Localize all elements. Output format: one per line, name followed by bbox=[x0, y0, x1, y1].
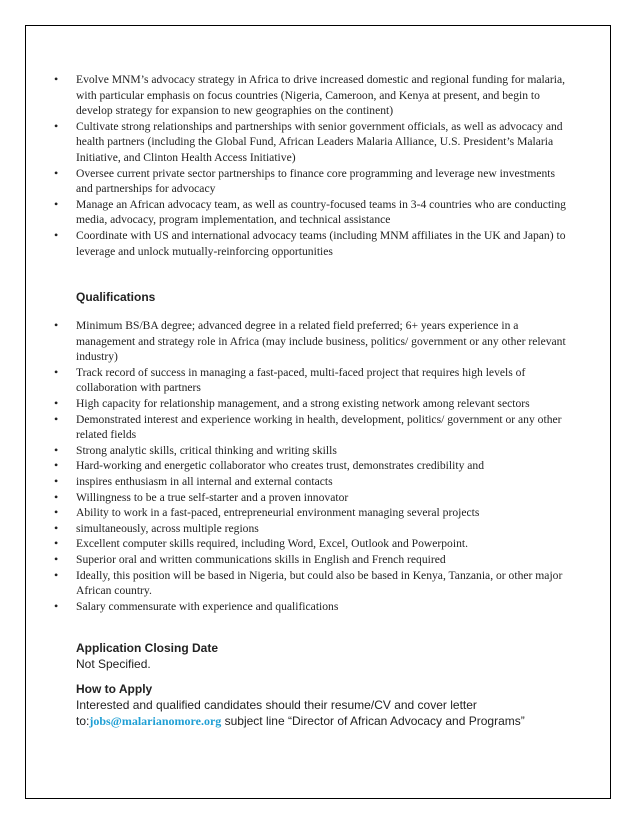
email-link[interactable]: jobs@malarianomore.org bbox=[89, 714, 222, 728]
list-item: • Ability to work in a fast-paced, entrepreneurial environment managing several projects bbox=[52, 505, 572, 521]
list-item: • Oversee current private sector partnerships to finance core programming and leverage new investments and partnerships for advocacy bbox=[52, 166, 572, 197]
list-item: • Cultivate strong relationships and partnerships with senior government officials, as well as advocacy and health partners (including the Global Fund, African Leaders Malaria Alliance, U.S. President’s Malaria Initiative, and Clinton Health Access Initiative) bbox=[52, 119, 572, 166]
list-item: • Coordinate with US and international advocacy teams (including MNM affiliates in the UK and Japan) to leverage and unlock mutually-reinforcing opportunities bbox=[52, 228, 572, 259]
apply-instructions: Interested and qualified candidates should their resume/CV and cover letter bbox=[76, 698, 477, 712]
qualifications-list bbox=[52, 318, 572, 614]
list-item: • Evolve MNM’s advocacy strategy in Africa to drive increased domestic and regional funding for malaria, with particular emphasis on focus countries (Nigeria, Cameroon, and Kenya at present, and begin to develop strategy for expansion to new geographies on the continent) bbox=[52, 72, 572, 119]
list-item: • Willingness to be a true self-starter and a proven innovator bbox=[52, 490, 572, 506]
list-item: • Demonstrated interest and experience working in health, development, politics/ government or any other related fields bbox=[52, 412, 572, 443]
list-item: • High capacity for relationship management, and a strong existing network among relevant sectors bbox=[52, 396, 572, 412]
closing-date-heading: Application Closing Date bbox=[76, 641, 219, 655]
list-item: • Ideally, this position will be based in Nigeria, but could also be based in Kenya, Tanzania, or other major African country. bbox=[52, 568, 572, 599]
list-item: • inspires enthusiasm in all internal and external contacts bbox=[52, 474, 572, 490]
list-item: • Salary commensurate with experience and qualifications bbox=[52, 599, 572, 615]
list-item: • Hard-working and energetic collaborator who creates trust, demonstrates credibility and bbox=[52, 458, 572, 474]
list-item: • Strong analytic skills, critical thinking and writing skills bbox=[52, 443, 572, 459]
list-item: • Superior oral and written communications skills in English and French required bbox=[52, 552, 572, 568]
closing-date-value: Not Specified. bbox=[76, 657, 151, 671]
list-item: • Manage an African advocacy team, as well as country-focused teams in 3-4 countries who are conducting media, advocacy, program implementation, and technical assistance bbox=[52, 197, 572, 228]
how-to-apply-heading: How to Apply bbox=[76, 682, 153, 696]
qualifications-heading: Qualifications bbox=[76, 290, 156, 304]
apply-prefix: to: bbox=[76, 714, 90, 728]
list-item: • Track record of success in managing a fast-paced, multi-faced project that requires high levels of collaboration with partners bbox=[52, 365, 572, 396]
list-item: • Excellent computer skills required, including Word, Excel, Outlook and Powerpoint. bbox=[52, 536, 572, 552]
responsibilities-list bbox=[52, 72, 572, 259]
list-item: • Minimum BS/BA degree; advanced degree in a related field preferred; 6+ years experience in a management and strategy role in Africa (may include business, politics/ government or any other relevant industry) bbox=[52, 318, 572, 365]
apply-subject-line: subject line “Director of African Advocacy and Programs” bbox=[221, 714, 525, 728]
list-item: • simultaneously, across multiple regions bbox=[52, 521, 572, 537]
how-to-apply-text bbox=[76, 697, 576, 729]
